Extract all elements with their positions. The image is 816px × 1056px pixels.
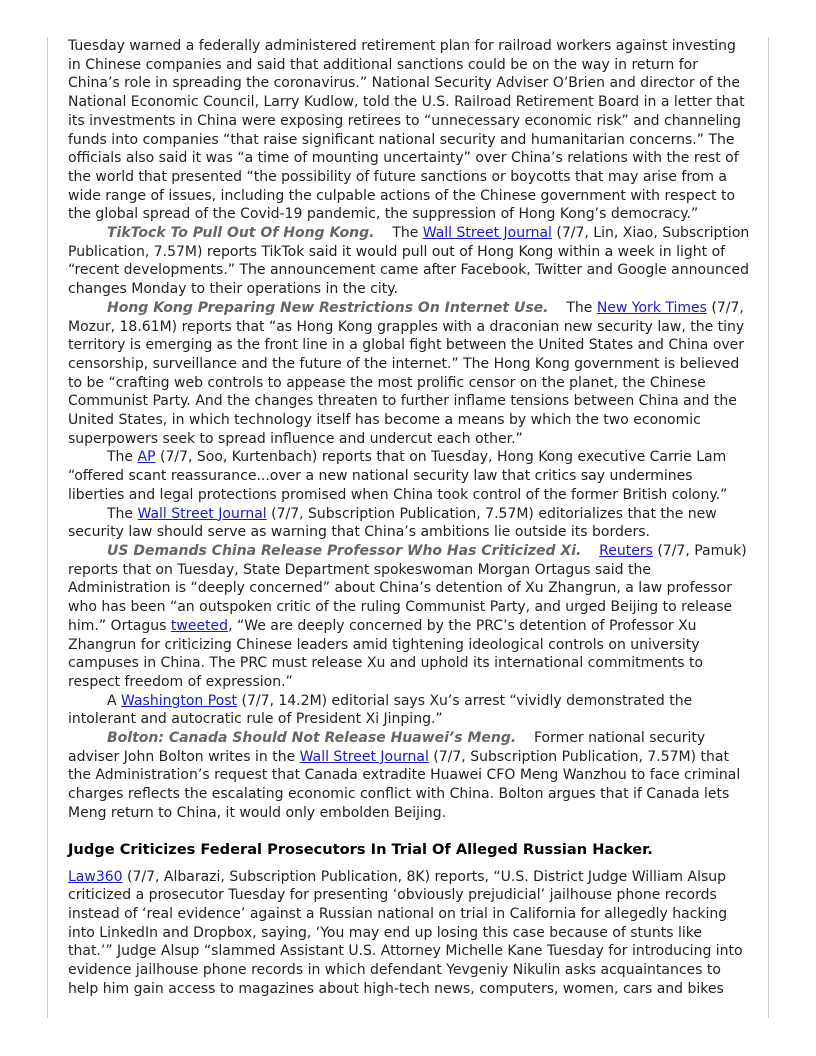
wsj-link-editorial[interactable]: Wall Street Journal [137,505,267,522]
hk-internet-headline: Hong Kong Preparing New Restrictions On Internet Use. [107,299,549,316]
hk-internet-paragraph [68,299,750,449]
nyt-link[interactable]: New York Times [596,299,707,316]
ap-paragraph [68,448,750,504]
law360-body: (7/7, Albarazi, Subscription Publication, 8K) reports, “U.S. District Judge William Alsup criticized a prosecutor Tuesday for presenting ‘obviously prejudicial’ jailhouse phone records instead of ‘real evidence’ against a Russian national on trial in California for allegedly hacking into LinkedIn and Dropbox, saying, ‘You may end up losing this case because of stunts like that.’” Judge Alsup “slammed Assistant U.S. Attorney Michelle Kane Tuesday for introducing into evidence jailhouse phone records in which defendant Yevgeniy Nikulin asks acquaintances to help him gain access to magazines about high-tech news, computers, women, cars and bikes [68,868,743,997]
wapo-pre: A [107,692,122,709]
xu-paragraph [68,542,750,692]
article-body [68,37,750,998]
tiktok-pre: The [392,225,423,242]
washington-post-link[interactable]: Washington Post [121,692,238,709]
ap-link[interactable]: AP [137,449,156,466]
ap-body: (7/7, Soo, Kurtenbach) reports that on Tuesday, Hong Kong executive Carrie Lam “offered scant reassurance...over a new national security law that critics say undermines liberties and legal protections promised when China took control of the former British colony.” [68,449,728,503]
tiktok-body: (7/7, Lin, Xiao, Subscription Publication, 7.57M) reports TikTok said it would pull out of Hong Kong within a week in light of “recent developments.” The announcement came after Facebook, Twitter and Google announced changes Monday to their operations in the city. [68,225,750,298]
intro-paragraph: Tuesday warned a federally administered retirement plan for railroad workers against investing in Chinese companies and said that additional sanctions could be on the way in return for China’s role in spreading the coronavirus.” National Security Adviser O’Brien and director of the National Economic Council, Larry Kudlow, told the U.S. Railroad Retirement Board in a letter that its investments in China were exposing retirees to “unnecessary economic risk” and channeling funds into companies “that raise significant national security and humanitarian concerns.” The officials also said it was “a time of mounting uncertainty” over China’s relations with the rest of the world that presented “the possibility of future sanctions or boycotts that may arise from a wide range of issues, including the culpable actions of the Chinese government with respect to the global spread of the Covid-19 pandemic, the suppression of Hong Kong’s democracy.” [68,38,745,223]
ap-pre: The [107,449,138,466]
tiktok-headline: TikTock To Pull Out Of Hong Kong. [107,225,375,242]
section-heading: Judge Criticizes Federal Prosecutors In Trial Of Alleged Russian Hacker. [68,840,653,858]
wapo-body: (7/7, 14.2M) editorial says Xu’s arrest “vividly demonstrated the intolerant and autocratic rule of President Xi Jinping.” [68,692,693,728]
hk-internet-body: (7/7, Mozur, 18.61M) reports that “as Hong Kong grapples with a draconian new security law, the tiny territory is emerging as the front line in a global fight between the United States and China over censorship, surveillance and the future of the internet.” The Hong Kong government is believed to be “crafting web controls to appease the most prolific censor on the planet, the Chinese Communist Party. And the changes threaten to further inflame tensions between China and the United States, in which technology itself has become a means by which the two economic superpowers seek to spread influence and undercut each other.” [68,299,745,447]
bolton-headline: Bolton: Canada Should Not Release Huawei’s Meng. [107,730,517,747]
hk-internet-pre: The [566,299,597,316]
xu-headline: US Demands China Release Professor Who Has Criticized Xi. [107,542,582,559]
wapo-paragraph [68,692,750,729]
tweeted-link[interactable]: tweeted [170,617,229,634]
xu-body-2: , “We are deeply concerned by the PRC’s detention of Professor Xu Zhangrun for criticizing Chinese leaders amid tightening ideological controls on university campuses in China. The PRC must release Xu and uphold its international commitments to respect freedom of expression.” [68,617,704,690]
law360-link[interactable]: Law360 [68,868,123,885]
bolton-pre: Former national security adviser John Bolton writes in the [68,730,706,765]
wsj-link-tiktok[interactable]: Wall Street Journal [422,225,552,242]
wsj-editorial-paragraph [68,505,750,542]
wsj-link-bolton[interactable]: Wall Street Journal [299,748,429,765]
reuters-link[interactable]: Reuters [599,542,653,559]
wsj-editorial-body: (7/7, Subscription Publication, 7.57M) editorializes that the new security law should serve as warning that China’s ambitions lie outside its borders. [68,505,717,541]
right-margin-rule [768,37,769,1018]
wsj-editorial-pre: The [107,505,138,522]
left-margin-rule [47,37,48,1018]
bolton-body: (7/7, Subscription Publication, 7.57M) that the Administration’s request that Canada extradite Huawei CFO Meng Wanzhou to face criminal charges reflects the escalating economic conflict with China. Bolton argues that if Canada lets Meng return to China, it would only embolden Beijing. [68,748,741,821]
tiktok-paragraph [68,224,750,299]
bolton-paragraph [68,729,750,823]
law360-paragraph [68,868,750,999]
xu-body-1: (7/7, Pamuk) reports that on Tuesday, State Department spokeswoman Morgan Ortagus said the Administration is “deeply concerned” about China’s detention of Xu Zhangrun, a law professor who has been “an outspoken critic of the ruling Communist Party, and urged Beijing to release him.” Ortagus [68,542,747,634]
